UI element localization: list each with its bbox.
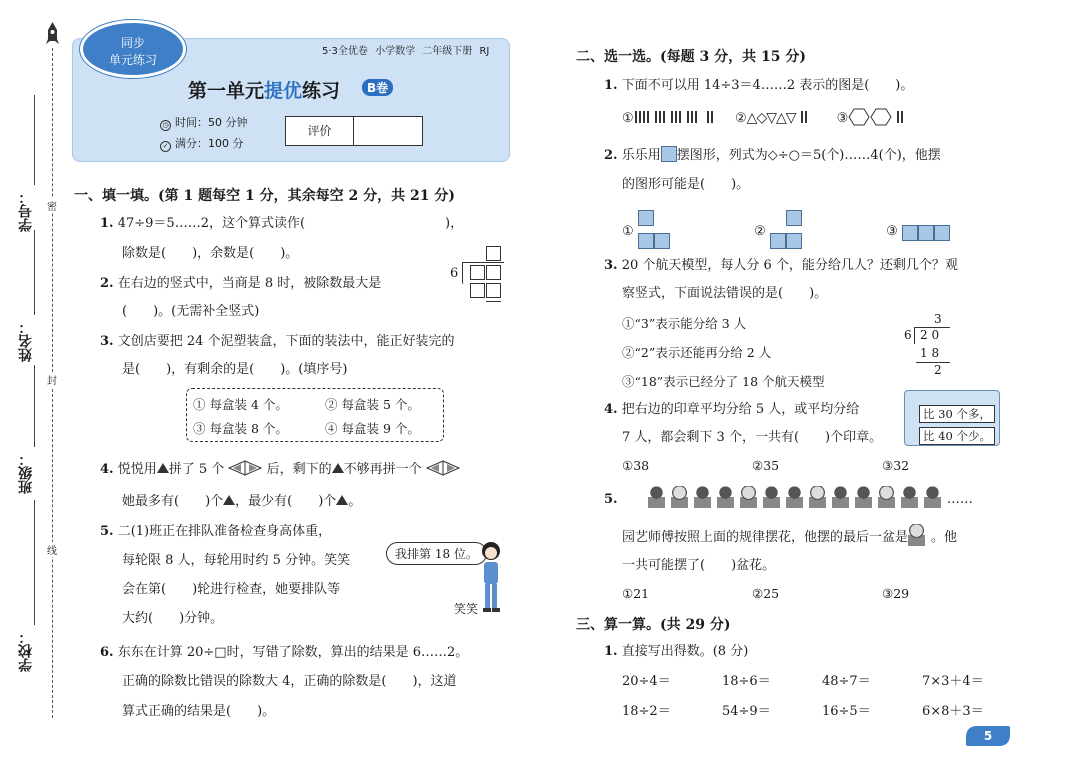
section-2-title: 二、选一选。(每题 3 分，共 15 分) xyxy=(576,49,806,65)
subtrahend: 1 8 xyxy=(920,346,940,360)
flower-pots-pattern xyxy=(648,492,947,507)
option-item: ① 每盒装 4 个。 xyxy=(193,397,288,412)
question-2-3-line2: 察竖式，下面说法错误的是( )。 xyxy=(622,286,828,301)
calc-item: 6×8＋3＝ xyxy=(922,704,984,719)
name-field[interactable] xyxy=(34,230,35,315)
calc-item: 20÷4＝ xyxy=(622,674,671,689)
remainder: 2 xyxy=(934,363,942,377)
triangle-icon xyxy=(332,463,344,473)
student-id-field[interactable] xyxy=(34,95,35,185)
seal-mark: 封 xyxy=(45,372,59,387)
option-label: ① xyxy=(622,111,634,126)
question-2-3: 3. 20 个航天模型，每人分 6 个，能分给几人？还剩几个？观 xyxy=(604,258,958,273)
evaluation-box xyxy=(285,116,423,146)
option-item: ①21 xyxy=(622,586,650,601)
question-2-5-line2: 一共可能摆了( )盆花。 xyxy=(622,558,776,573)
triangles-icon: △◇▽△▽ xyxy=(746,110,796,126)
question-2-5: 5. …… xyxy=(604,486,973,510)
calc-item: 18÷2＝ xyxy=(622,704,671,719)
triangle-icon xyxy=(336,495,348,505)
triangle-pattern-icon xyxy=(228,460,262,476)
calc-grid xyxy=(622,670,1022,720)
option-label: ② xyxy=(754,224,766,239)
question-1-4-line2: 她最多有( )个 ，最少有( )个 。 xyxy=(122,494,362,509)
question-1-6-line2: 正确的除数比错误的除数大 4，正确的除数是( )，这道 xyxy=(122,674,457,689)
question-1-2: 2. 在右边的竖式中，当商是 8 时，被除数最大是 xyxy=(100,276,382,291)
series-info: 5·3全优卷 小学数学 二年级下册 RJ xyxy=(322,46,490,57)
section-1-title: 一、填一填。(第 1 题每空 1 分，其余每空 2 分，共 21 分) xyxy=(74,188,455,204)
girl-illustration xyxy=(476,540,506,614)
check-icon: ✓ xyxy=(160,141,171,152)
stamp-clue: 比 30 个多， xyxy=(919,405,995,423)
version-badge: B卷 xyxy=(362,79,393,96)
answer-box[interactable] xyxy=(486,246,501,261)
calc-item: 16÷5＝ xyxy=(822,704,871,719)
question-1-6-line3: 算式正确的结果是( )。 xyxy=(122,704,276,719)
question-1-3: 3. 文创店要把 24 个泥塑装盒，下面的装法中，能正好装完的 xyxy=(100,334,455,349)
page-title: 第一单元提优练习 xyxy=(188,80,341,102)
question-2-5-line1: 园艺师傅按照上面的规律摆花，他摆的最后一盆是 。他 xyxy=(622,524,957,548)
flower-pot-icon xyxy=(908,524,925,546)
hexagon-icon xyxy=(848,108,870,126)
cube-icon xyxy=(661,146,677,162)
triangle-pattern-icon xyxy=(426,460,460,476)
divisor-text: 6 xyxy=(450,266,459,281)
score-info: ✓ 满分：100 分 xyxy=(160,135,244,152)
option-item: ② 每盒装 5 个。 xyxy=(325,397,420,412)
answer-box[interactable] xyxy=(486,265,501,280)
option-item: ③29 xyxy=(882,586,910,601)
quotient: 3 xyxy=(934,312,942,326)
speech-bubble: 我排第 18 位。 xyxy=(386,542,487,565)
question-1-5-line2: 每轮限 8 人，每轮用时约 5 分钟。笑笑 xyxy=(122,553,351,568)
option-label: ③ xyxy=(836,111,849,126)
series-badge: 同步 单元练习 xyxy=(80,20,186,78)
time-info: ◷ 时间：50 分钟 xyxy=(160,114,248,131)
stamp-clue: 比 40 个少。 xyxy=(919,427,995,445)
rocket-icon xyxy=(46,22,59,46)
calc-item: 54÷9＝ xyxy=(722,704,771,719)
hexagon-icon xyxy=(870,108,892,126)
triangle-icon xyxy=(157,463,169,473)
page-number: 5 xyxy=(966,726,1010,746)
question-2-2-options xyxy=(622,210,950,256)
option-item: ③ 每盒装 8 个。 xyxy=(193,421,288,436)
question-2-1-options xyxy=(622,108,904,129)
long-division-boxes xyxy=(450,244,508,304)
option-item: ③32 xyxy=(882,458,910,473)
question-2-4-line2: 7 人，都会剩下 3 个，一共有( )个印章。 xyxy=(622,430,883,445)
question-2-2-line2: 的图形可能是( )。 xyxy=(622,177,750,192)
option-item: ②25 xyxy=(752,586,780,601)
seal-mark: 线 xyxy=(45,542,59,557)
option-item: ②35 xyxy=(752,458,780,473)
evaluation-field[interactable] xyxy=(354,117,422,145)
girl-name: 笑笑 xyxy=(454,602,479,616)
question-2-2: 2. 乐乐用 摆图形，列式为◇÷○＝5(个)……4(个)，他摆 xyxy=(604,148,941,163)
calc-item: 48÷7＝ xyxy=(822,674,871,689)
cube-stack-icon xyxy=(902,225,950,248)
binding-strip xyxy=(0,0,62,763)
answer-box[interactable] xyxy=(470,283,485,298)
long-division xyxy=(900,312,956,378)
class-field[interactable] xyxy=(34,365,35,447)
class-label: 班级： xyxy=(18,452,34,494)
question-1-3-line2: 是( )，有剩余的是( )。(填序号) xyxy=(122,362,348,377)
question-1-6: 6. 东东在计算 20÷□时，写错了除数，算出的结果是 6……2。 xyxy=(100,645,469,660)
options-box xyxy=(186,388,444,442)
calc-item: 18÷6＝ xyxy=(722,674,771,689)
option-item: ①38 xyxy=(622,458,650,473)
section-3-title: 三、算一算。(共 29 分) xyxy=(576,617,731,633)
answer-box[interactable] xyxy=(486,283,501,298)
option-label: ① xyxy=(622,224,634,239)
question-1-4: 4. 悦悦用 拼了 5 个 后，剩下的 不够再拼一个 xyxy=(100,460,460,480)
option-item: ④ 每盒装 9 个。 xyxy=(325,421,420,436)
question-2-4: 4. 把右边的印章平均分给 5 人，或平均分给 xyxy=(604,402,860,417)
student-id-label: 学号： xyxy=(18,190,34,232)
answer-box[interactable] xyxy=(470,265,485,280)
sticks-icon xyxy=(634,111,715,126)
seal-mark: 密 xyxy=(45,198,59,213)
question-2-1: 1. 下面不可以用 14÷3＝4……2 表示的图是( )。 xyxy=(604,78,914,93)
question-1-2-line2: ( )。(无需补全竖式) xyxy=(122,304,260,319)
question-1-5-line3: 会在第( )轮进行检查，她要排队等 xyxy=(122,582,341,597)
school-field[interactable] xyxy=(34,500,35,625)
option-label: ② xyxy=(735,111,747,126)
school-label: 学校： xyxy=(18,630,34,672)
question-1-1-line2: 除数是( )，余数是( )。 xyxy=(122,246,299,261)
cube-stack-icon xyxy=(770,210,802,256)
triangle-icon xyxy=(223,495,235,505)
question-1-5: 5. 二(1)班正在排队准备检查身高体重， xyxy=(100,524,332,539)
option-item: ②“2”表示还能再分给 2 人 xyxy=(622,345,772,360)
stamp-box-illustration xyxy=(904,390,1000,446)
dividend: 2 0 xyxy=(920,328,940,342)
option-label: ③ xyxy=(886,224,898,239)
calc-item: 7×3＋4＝ xyxy=(922,674,984,689)
question-1-1: 1. 47÷9＝5……2，这个算式读作( )， xyxy=(100,216,464,231)
clock-icon: ◷ xyxy=(160,120,171,131)
option-item: ①“3”表示能分给 3 人 xyxy=(622,316,747,331)
cube-stack-icon xyxy=(638,210,670,256)
option-item: ③“18”表示已经分了 18 个航天模型 xyxy=(622,374,825,389)
question-3-1: 1. 直接写出得数。(8 分) xyxy=(604,644,749,659)
evaluation-label: 评价 xyxy=(286,117,354,145)
question-1-5-line4: 大约( )分钟。 xyxy=(122,611,224,626)
divisor: 6 xyxy=(904,328,912,342)
name-label: 姓名： xyxy=(18,320,34,362)
